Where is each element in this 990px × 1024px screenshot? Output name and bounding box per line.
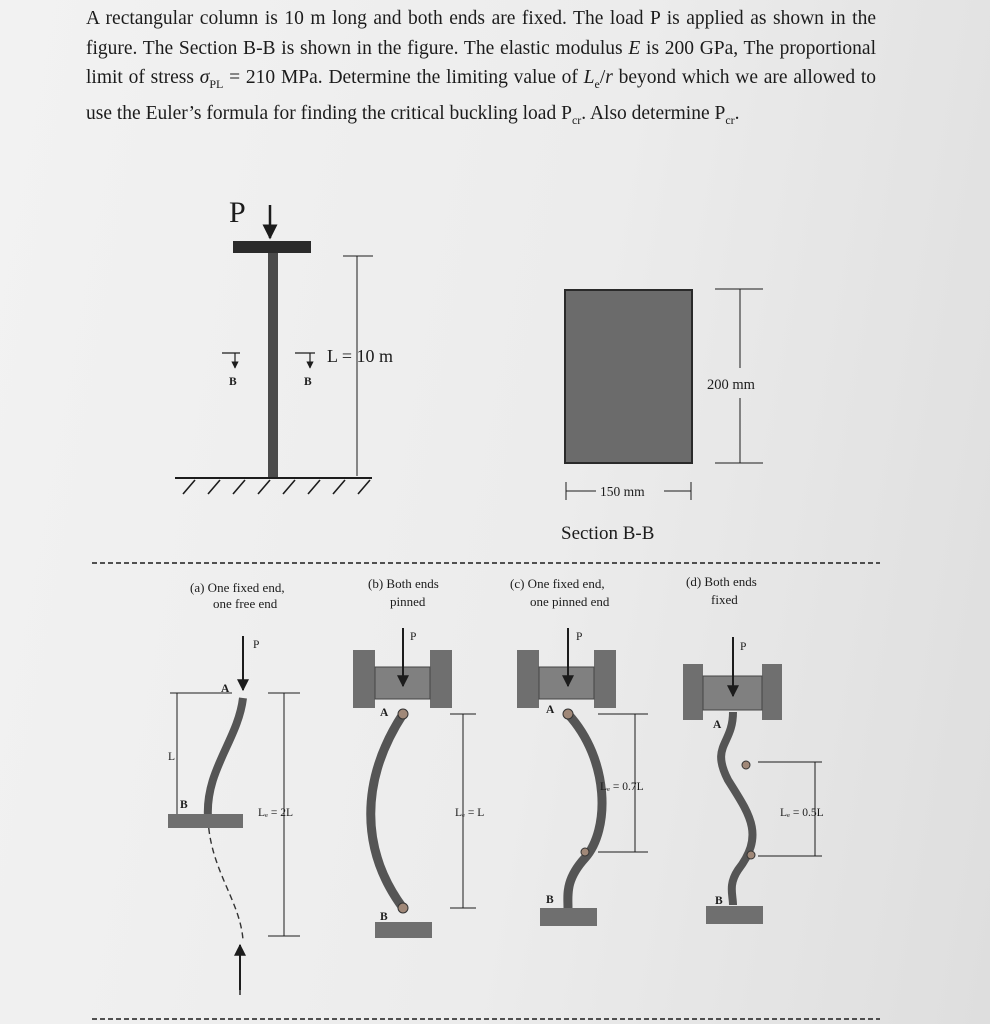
case-a-title-2: one free end [213,596,278,611]
case-d-guide-right [762,664,782,720]
case-c-guide-right [594,650,616,708]
width-label: 150 mm [600,484,645,499]
case-c-inflection [581,848,589,856]
case-a-effective-length: Lₑ = 2L [258,807,293,819]
case-a-point-a: A [221,683,230,695]
subscript-cr-2: cr [725,113,735,128]
column-figure [175,196,393,494]
section-mark-right: B [304,376,312,388]
case-c-column [568,714,602,908]
case-c [510,576,648,926]
case-c-guide-left [517,650,539,708]
case-b-column [371,714,403,908]
section-mark-left: B [229,376,237,388]
problem-text-4: / [599,67,606,88]
subscript-pl: PL [209,76,224,91]
case-c-point-b: B [546,894,554,906]
case-d-effective-length: Lₑ = 0.5L [780,807,824,819]
case-b-title-1: (b) Both ends [368,576,439,591]
section-title: Section B-B [561,523,655,544]
height-label: 200 mm [707,377,755,393]
length-label: L = 10 m [327,346,393,366]
case-d-inflection-top [742,761,750,769]
case-d-base [706,906,763,924]
case-c-effective-length: Lₑ = 0.7L [600,781,644,793]
column-bar [268,253,278,478]
case-d [683,574,824,924]
case-a-length: L [168,751,176,763]
case-a-load: P [253,639,260,651]
case-d-title-1: (d) Both ends [686,574,757,589]
problem-text-5: beyond which we are allowed to use the Euler’s formula for finding the critical buckling load P [86,67,877,125]
case-c-slider [539,667,594,699]
problem-text-2: is 200 GPa, The proportional limit of stress [86,37,876,88]
case-a-column [208,698,243,818]
symbol-r: r [605,67,613,88]
case-b-guide-left [353,650,375,708]
case-c-load: P [576,631,583,643]
subscript-cr: cr [571,113,582,128]
case-b-pin-top [398,709,408,719]
case-b-load: P [410,631,417,643]
case-d-inflection-bottom [747,851,755,859]
case-b-pin-bottom [398,903,408,913]
case-d-guide-left [683,664,703,720]
case-a-title-1: (a) One fixed end, [190,580,285,595]
case-c-title-1: (c) One fixed end, [510,576,605,591]
case-c-title-2: one pinned end [530,594,610,609]
problem-text-6: . Also determine P [581,103,726,125]
case-b-guide-right [430,650,452,708]
case-b-point-b: B [380,911,388,923]
symbol-l: L [583,67,595,88]
case-b-title-2: pinned [390,594,426,609]
case-d-title-2: fixed [711,592,738,607]
top-plate [233,241,311,253]
problem-text-1: A rectangular column is 10 m long and both ends are fixed. The load P is applied as shown in the figure. The Section B-B is shown in the figure. The elastic modulus [86,8,876,59]
case-d-point-b: B [715,895,723,907]
case-b-effective-length: Lₑ = L [455,807,485,819]
problem-text-3: = 210 MPa. Determine the limiting value of [223,67,584,88]
case-a-mirror-curve [208,818,243,940]
section-figure [561,289,763,544]
case-c-pin-top [563,709,573,719]
case-d-column [721,712,752,905]
case-a [168,580,300,995]
case-b-base [375,922,432,938]
symbol-e: E [628,37,641,59]
case-d-load: P [740,641,747,653]
case-c-point-a: A [546,704,555,716]
case-b [353,576,484,938]
case-a-point-b: B [180,799,188,811]
case-b-point-a: A [380,707,389,719]
ground-hatch [183,480,370,494]
case-c-base [540,908,597,926]
section-rectangle [565,290,692,463]
subscript-e: e [594,76,600,91]
case-a-base [168,814,243,828]
case-d-point-a: A [713,719,722,731]
load-label: P [229,196,246,229]
symbol-sigma: σ [199,67,210,88]
problem-text-7: . [734,103,740,125]
